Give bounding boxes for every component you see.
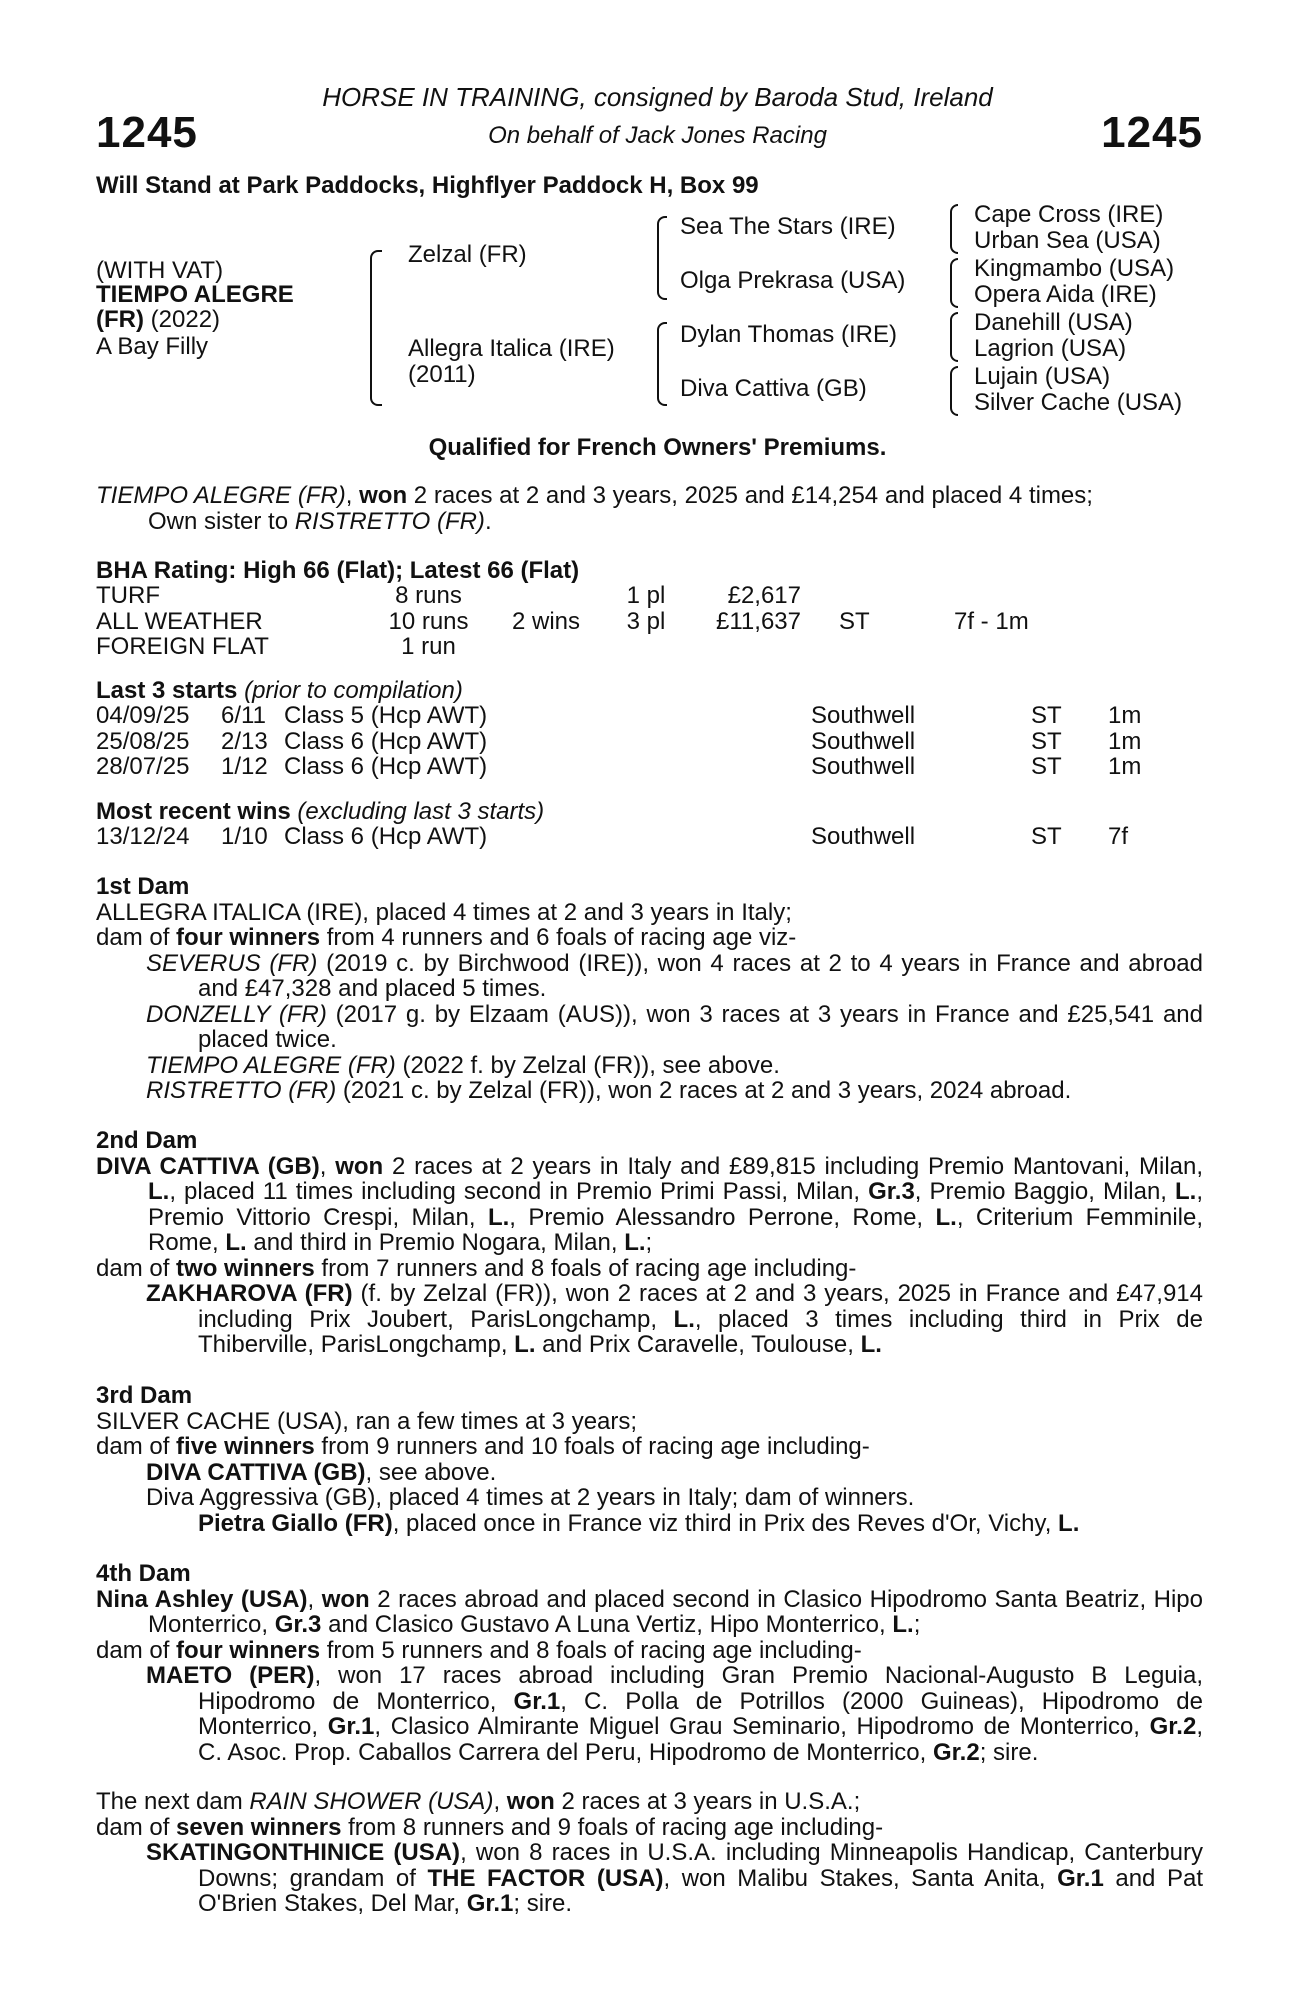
record-text: , won 8 races in U.S.A. including Minneapolis Handicap, Canterbury Downs; grandam of — [198, 1839, 1204, 1892]
lot-number-left: 1245 — [96, 108, 198, 157]
record-text: , placed 3 times including third in Prix de Thiberville, ParisLongchamp, — [198, 1305, 1203, 1358]
rating-course: ST — [839, 607, 870, 635]
table-row — [96, 703, 1141, 729]
first-dam-record: ALLEGRA ITALICA (IRE), placed 4 times at 2 and 3 years in Italy; — [96, 898, 792, 926]
rating-runs: 8 runs — [395, 582, 462, 609]
produce-name: SKATINGONTHINICE (USA) — [146, 1839, 461, 1866]
pedigree-brace-ss — [950, 204, 958, 254]
dam-of-prefix: dam of — [96, 1636, 177, 1664]
dam-of-winners: five winners — [176, 1433, 315, 1460]
pedigree-dam-year: (2011) — [408, 361, 476, 388]
pedigree-brace-sire — [657, 216, 667, 300]
pedigree-brace-main — [370, 250, 382, 406]
pedigree-ss: Sea The Stars (IRE) — [680, 213, 896, 240]
produce-name: RISTRETTO (FR) — [146, 1077, 337, 1104]
rating-prize: £2,617 — [727, 582, 801, 609]
start-position: 6/11 — [221, 702, 266, 729]
table-row — [96, 609, 1029, 635]
produce-record: (2021 c. by Zelzal (FR)), won 2 races at 2 and 3 years, 2024 abroad. — [336, 1077, 1072, 1104]
grade-listed: L. — [225, 1229, 247, 1256]
rating-course — [801, 583, 954, 609]
record-text: , Premio Alessandro Perrone, Rome, — [509, 1203, 936, 1231]
dam-of-prefix: dam of — [96, 924, 177, 951]
record-text: , won 17 races abroad including Gran Premio Nacional-Augusto B Leguia, Hipodromo de Monterrico, — [198, 1662, 1203, 1715]
dam-name: Nina Ashley (USA) — [96, 1585, 308, 1613]
recent-wins-heading — [96, 798, 544, 826]
horse-origin — [96, 306, 220, 334]
start-date: 04/09/25 — [96, 702, 190, 729]
pedigree-ddd: Silver Cache (USA) — [974, 389, 1183, 416]
lot-number-right: 1245 — [1101, 108, 1203, 157]
produce-name: DIVA CATTIVA (GB) — [146, 1458, 366, 1486]
dam-of-winners: four winners — [176, 1636, 321, 1664]
third-dam-produce-summary — [96, 1434, 1203, 1460]
record-text: and Pat O'Brien Stakes, Del Mar, — [198, 1864, 1203, 1917]
dam-of-prefix: dam of — [96, 1813, 177, 1841]
produce-name: ZAKHAROVA (FR) — [146, 1280, 353, 1307]
rating-heading: BHA Rating: High 66 (Flat); Latest 66 (Flat) — [96, 557, 580, 584]
dam-of-suffix: from 4 runners and 6 foals of racing age viz- — [320, 924, 797, 951]
table-row — [96, 729, 1141, 755]
next-dam-section — [96, 1789, 1203, 1917]
grade-1: Gr.1 — [466, 1890, 514, 1917]
grand-produce-name: THE FACTOR (USA) — [427, 1864, 664, 1892]
fourth-dam-produce-summary — [96, 1638, 1203, 1664]
summary-horse-name: TIEMPO ALEGRE (FR) — [96, 482, 346, 509]
recent-wins-title: Most recent wins — [96, 798, 291, 825]
qualified-note: Qualified for French Owners' Premiums. — [428, 434, 887, 461]
produce-name: DONZELLY (FR) — [146, 1000, 327, 1028]
grade-3: Gr.3 — [274, 1611, 322, 1638]
won-label: won — [321, 1585, 370, 1613]
rating-distance: 7f - 1m — [954, 607, 1029, 635]
grade-1: Gr.1 — [513, 1687, 561, 1715]
consignment-line: HORSE IN TRAINING, consigned by Baroda Stud, Ireland — [322, 82, 993, 112]
grade-listed: L. — [935, 1203, 957, 1231]
rating-prize — [691, 634, 801, 660]
win-date: 13/12/24 — [96, 823, 190, 850]
win-distance: 7f — [1108, 823, 1129, 850]
produce-record: (2017 g. by Elzaam (AUS)), won 3 races at 3 years in France and £25,541 and placed twice. — [198, 1000, 1203, 1053]
pedigree-sdd: Opera Aida (IRE) — [974, 281, 1157, 308]
second-dam-heading: 2nd Dam — [96, 1127, 198, 1154]
start-distance: 1m — [1108, 753, 1142, 780]
grade-listed: L. — [892, 1611, 914, 1638]
produce-entry: Diva Aggressiva (GB), placed 4 times at 2 years in Italy; dam of winners. — [146, 1484, 915, 1511]
record-text: ; — [913, 1611, 921, 1638]
record-text: 2 races at 2 years in Italy and £89,815 including Premio Mantovani, Milan, — [383, 1152, 1204, 1180]
produce-entry — [96, 1281, 1203, 1358]
grade-listed: L. — [148, 1178, 170, 1205]
dam-of-suffix: from 9 runners and 10 foals of racing age including- — [314, 1433, 870, 1460]
record-text: , C. Polla de Potrillos (2000 Guineas), Hipodromo de Monterrico, — [198, 1687, 1203, 1740]
produce-name: MAETO (PER) — [146, 1662, 315, 1689]
start-code: ST — [1031, 727, 1062, 755]
first-dam-section — [96, 874, 1203, 1104]
start-position: 1/12 — [221, 753, 268, 780]
summary-text: 2 races at 2 and 3 years, 2025 and £14,254 and placed 4 times; — [407, 482, 1093, 509]
grade-2: Gr.2 — [1149, 1713, 1197, 1740]
pedigree-sire: Zelzal (FR) — [408, 241, 527, 268]
produce-record: , see above. — [365, 1458, 497, 1486]
dam-of-suffix: from 5 runners and 8 foals of racing age including- — [320, 1636, 862, 1664]
start-distance: 1m — [1108, 702, 1142, 729]
horse-country: (FR) — [96, 306, 144, 333]
grade-2: Gr.2 — [933, 1738, 980, 1766]
record-text: 2 races abroad and placed second in Clasico Hipodromo Santa Beatriz, Hipo Monterrico, — [148, 1585, 1204, 1638]
pedigree-brace-ds — [950, 312, 958, 362]
grade-1: Gr.1 — [1057, 1864, 1104, 1892]
rating-distance — [954, 634, 1029, 660]
dam-of-winners: four winners — [176, 924, 321, 951]
start-race: Class 6 (Hcp AWT) — [284, 753, 488, 780]
rating-placed — [601, 634, 691, 660]
produce-entry — [96, 1663, 1203, 1765]
record-text: ; sire. — [979, 1738, 1039, 1766]
rating-surface: FOREIGN FLAT — [96, 633, 269, 660]
dam-name: RAIN SHOWER (USA) — [249, 1788, 494, 1815]
dam-of-prefix: dam of — [96, 1254, 177, 1282]
produce-entry — [96, 1053, 1203, 1079]
horse-description: A Bay Filly — [96, 333, 209, 360]
grand-produce-entry — [96, 1511, 1203, 1537]
summary-sister-name: RISTRETTO (FR) — [294, 507, 485, 535]
rating-wins — [491, 583, 601, 609]
grade-listed: L. — [1058, 1509, 1080, 1537]
summary-sister-post: . — [484, 507, 492, 535]
won-label: won — [506, 1788, 555, 1815]
rating-table — [96, 583, 1029, 660]
recent-wins-table — [96, 824, 1128, 850]
grade-listed: L. — [1175, 1178, 1197, 1205]
pedigree-brace-dd — [950, 366, 958, 416]
fourth-dam-section — [96, 1561, 1203, 1765]
grade-listed: L. — [514, 1331, 536, 1358]
third-dam-heading: 3rd Dam — [96, 1382, 193, 1409]
pedigree-sss: Cape Cross (IRE) — [974, 201, 1164, 228]
rating-wins — [491, 634, 601, 660]
rating-runs: 1 run — [401, 633, 456, 660]
dam-name: DIVA CATTIVA (GB) — [96, 1152, 320, 1180]
start-position: 2/13 — [221, 727, 268, 755]
record-text: 2 races at 3 years in U.S.A.; — [554, 1788, 861, 1815]
grade-listed: L. — [624, 1229, 646, 1256]
produce-entry — [96, 1840, 1203, 1917]
win-code: ST — [1031, 823, 1062, 850]
start-course: Southwell — [811, 702, 916, 729]
third-dam-section — [96, 1383, 1203, 1536]
produce-entry — [96, 951, 1203, 1002]
horse-name: TIEMPO ALEGRE — [96, 281, 294, 308]
pedigree-sds: Kingmambo (USA) — [974, 255, 1175, 282]
rating-course — [801, 634, 954, 660]
rating-placed: 3 pl — [626, 607, 666, 635]
start-race: Class 5 (Hcp AWT) — [284, 702, 488, 729]
grade-listed: L. — [487, 1203, 510, 1231]
record-text: and third in Premio Nogara, Milan, — [246, 1229, 625, 1256]
table-row — [96, 824, 1128, 850]
grade-3: Gr.3 — [868, 1178, 915, 1205]
dam-of-prefix: dam of — [96, 1433, 177, 1460]
record-text: , Premio Baggio, Milan, — [914, 1178, 1175, 1205]
third-dam-record: SILVER CACHE (USA), ran a few times at 3 years; — [96, 1407, 638, 1435]
produce-name: TIEMPO ALEGRE (FR) — [146, 1051, 396, 1079]
last3-heading — [96, 677, 463, 705]
record-text: , C. Asoc. Prop. Caballos Carrera del Peru, Hipodromo de Monterrico, — [198, 1713, 1203, 1766]
second-dam-produce-summary — [96, 1256, 1203, 1282]
dam-of-winners: two winners — [176, 1254, 315, 1282]
win-course: Southwell — [811, 823, 916, 850]
record-text: and Prix Caravelle, Toulouse, — [535, 1331, 861, 1358]
grade-listed: L. — [860, 1331, 882, 1358]
rating-prize: £11,637 — [716, 607, 801, 635]
rating-placed: 1 pl — [626, 582, 666, 609]
start-race: Class 6 (Hcp AWT) — [284, 727, 488, 755]
start-course: Southwell — [811, 727, 916, 755]
produce-record: (2019 c. by Birchwood (IRE)), won 4 races at 2 to 4 years in France and abroad and £47,328 and placed 5 times. — [198, 949, 1203, 1002]
dam-of-winners: seven winners — [176, 1813, 342, 1841]
record-text: , Criterium Femminile, Rome, — [148, 1203, 1203, 1256]
vat-note: (WITH VAT) — [96, 257, 224, 284]
pedigree-sd: Olga Prekrasa (USA) — [680, 267, 906, 294]
summary-sister-pre: Own sister to — [148, 507, 295, 535]
produce-name: SEVERUS (FR) — [146, 949, 318, 977]
last3-title: Last 3 starts — [96, 677, 238, 704]
pedigree-dd: Diva Cattiva (GB) — [680, 375, 867, 402]
produce-record: , placed once in France viz third in Prix des Reves d'Or, Vichy, — [392, 1509, 1059, 1537]
rating-wins: 2 wins — [511, 607, 581, 635]
first-dam-produce-summary — [96, 925, 1203, 951]
start-code: ST — [1031, 702, 1062, 729]
start-course: Southwell — [811, 753, 916, 780]
start-date: 28/07/25 — [96, 753, 190, 780]
last3-note: (prior to compilation) — [237, 677, 463, 704]
rating-surface: ALL WEATHER — [96, 607, 263, 635]
pedigree-dds: Lujain (USA) — [974, 363, 1111, 390]
next-dam-prefix: The next dam — [96, 1788, 250, 1815]
rating-runs: 10 runs — [388, 607, 469, 635]
record-text: , placed 11 times including second in Premio Primi Passi, Milan, — [169, 1178, 869, 1205]
fourth-dam-record: Nina Ashley (USA), won 2 races abroad and placed second in Clasico Hipodromo Santa Beatriz, Hipo Monterrico, Gr.3 and Clasico Gustavo A Luna Vertiz, Hipo Monterrico, L.; — [96, 1585, 1204, 1638]
stand-location: Will Stand at Park Paddocks, Highflyer Paddock H, Box 99 — [96, 172, 759, 199]
record-text: (f. by Zelzal (FR)), won 2 races at 2 and 3 years, 2025 in France and £47,914 including Prix Joubert, ParisLongchamp, — [198, 1280, 1203, 1333]
rating-surface: TURF — [96, 582, 160, 609]
produce-entry — [96, 1078, 1203, 1104]
first-dam-heading: 1st Dam — [96, 873, 190, 900]
dam-of-suffix: from 8 runners and 9 foals of racing age including- — [341, 1813, 884, 1841]
pedigree-brace-sd — [950, 258, 958, 308]
recent-wins-note: (excluding last 3 starts) — [290, 798, 545, 825]
second-dam-section — [96, 1128, 1203, 1358]
pedigree-dam: Allegra Italica (IRE) — [408, 335, 615, 362]
produce-record: (2022 f. by Zelzal (FR)), see above. — [395, 1051, 780, 1079]
second-dam-record: DIVA CATTIVA (GB), won 2 races at 2 years in Italy and £89,815 including Premio Mantovani, Milan, L., placed 11 times including second in Premio Primi Passi, Milan, Gr.3, Premio Baggio, Milan, L., Premio Vittorio Crespi, Milan, L., Premio Alessandro Perrone, Rome, L., Criterium Femminile, Rome, L. and third in Premio Nogara, Milan, L.; — [96, 1152, 1204, 1256]
record-text: ; sire. — [513, 1890, 573, 1917]
win-race: Class 6 (Hcp AWT) — [284, 823, 488, 850]
pedigree-brace-dam — [657, 322, 667, 406]
table-row — [96, 634, 1029, 660]
grade-listed: L. — [673, 1305, 695, 1333]
fourth-dam-heading: 4th Dam — [96, 1560, 191, 1587]
record-text: , Clasico Almirante Miguel Grau Seminario, Hipodromo de Monterrico, — [374, 1713, 1150, 1740]
last3-table — [96, 703, 1141, 780]
pedigree-ssd: Urban Sea (USA) — [974, 227, 1161, 254]
produce-entry — [96, 1460, 1203, 1486]
record-text: , Premio Vittorio Crespi, Milan, — [148, 1178, 1203, 1231]
record-text: and Clasico Gustavo A Luna Vertiz, Hipo Monterrico, — [321, 1611, 893, 1638]
on-behalf-line: On behalf of Jack Jones Racing — [488, 122, 827, 149]
table-row — [96, 754, 1141, 780]
rating-distance — [954, 583, 1029, 609]
start-distance: 1m — [1108, 727, 1142, 755]
win-position: 1/10 — [221, 823, 268, 850]
dam-of-suffix: from 7 runners and 8 foals of racing age including- — [314, 1254, 857, 1282]
produce-entry — [96, 1002, 1203, 1053]
next-dam-record: The next dam RAIN SHOWER (USA), won 2 races at 3 years in U.S.A.; — [96, 1788, 861, 1815]
next-dam-produce-summary — [96, 1815, 1203, 1841]
record-text: ; — [645, 1229, 653, 1256]
summary-paragraph: TIEMPO ALEGRE (FR), won 2 races at 2 and 3 years, 2025 and £14,254 and placed 4 times; Own sister to RISTRETTO (FR). — [96, 482, 1093, 535]
summary-won: won — [359, 482, 408, 509]
grade-1: Gr.1 — [327, 1713, 375, 1740]
pedigree-dss: Danehill (USA) — [974, 309, 1133, 336]
pedigree-ds: Dylan Thomas (IRE) — [680, 321, 897, 348]
start-date: 25/08/25 — [96, 727, 190, 755]
won-label: won — [335, 1152, 384, 1180]
table-row — [96, 583, 1029, 609]
pedigree-dsd: Lagrion (USA) — [974, 335, 1127, 362]
produce-name: Pietra Giallo (FR) — [198, 1509, 393, 1537]
horse-year: (2022) — [150, 306, 221, 333]
record-text: , won Malibu Stakes, Santa Anita, — [663, 1864, 1058, 1892]
start-code: ST — [1031, 753, 1062, 780]
